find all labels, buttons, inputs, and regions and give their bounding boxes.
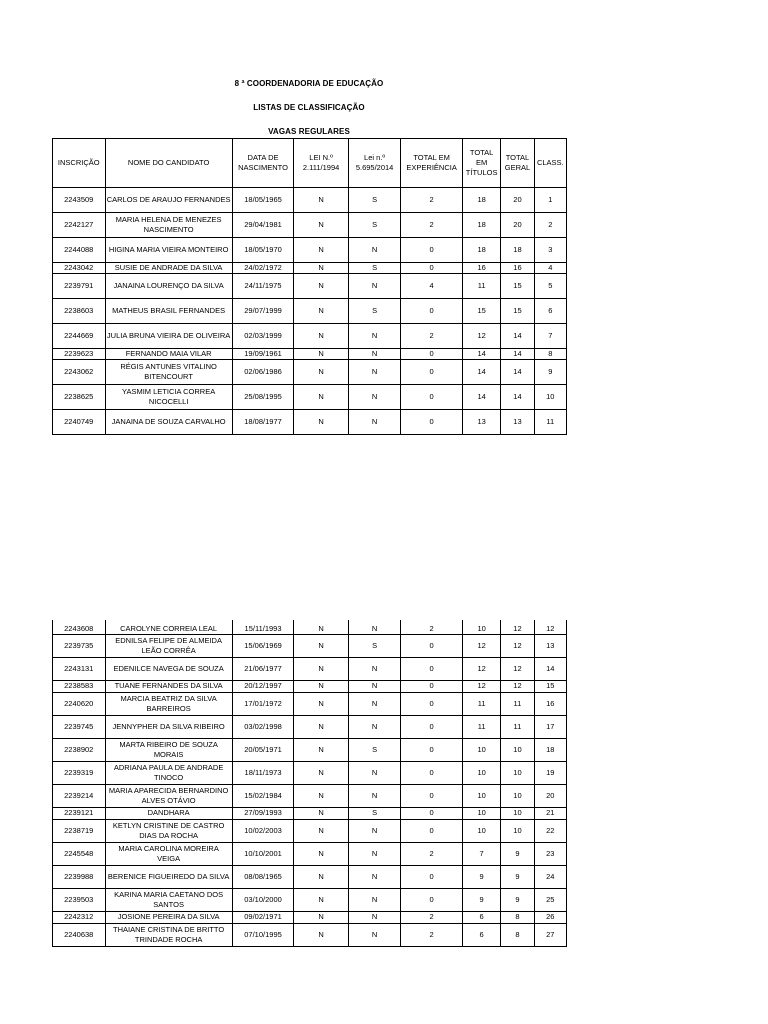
cell-total-titulos: 11: [462, 274, 500, 299]
cell-class: 16: [534, 692, 566, 715]
table-row: [53, 761, 567, 784]
cell-nome: MARCIA BEATRIZ DA SILVA BARREIROS: [105, 692, 232, 715]
cell-lei-2014: N: [348, 692, 401, 715]
cell-inscricao: 2239735: [53, 634, 106, 657]
cell-inscricao: 2239745: [53, 715, 106, 738]
cell-nome: HIGINA MARIA VIEIRA MONTEIRO: [105, 238, 232, 263]
cell-nome: JANAINA LOURENÇO DA SILVA: [105, 274, 232, 299]
cell-total-titulos: 10: [462, 784, 500, 807]
cell-total-titulos: 12: [462, 657, 500, 680]
cell-lei-1994: N: [294, 385, 349, 410]
cell-data-nascimento: 15/06/1969: [232, 634, 294, 657]
cell-total-geral: 14: [501, 324, 534, 349]
cell-nome: JANAINA DE SOUZA CARVALHO: [105, 410, 232, 435]
cell-data-nascimento: 29/04/1981: [232, 213, 294, 238]
cell-nome: JENNYPHER DA SILVA RIBEIRO: [105, 715, 232, 738]
cell-inscricao: 2243062: [53, 360, 106, 385]
cell-nome: KETLYN CRISTINE DE CASTRO DIAS DA ROCHA: [105, 819, 232, 842]
cell-lei-1994: N: [294, 888, 349, 911]
cell-lei-1994: N: [294, 911, 349, 923]
cell-total-experiencia: 2: [401, 213, 463, 238]
cell-nome: YASMIM LETICIA CORREA NICOCELLI: [105, 385, 232, 410]
cell-class: 14: [534, 657, 566, 680]
cell-lei-1994: N: [294, 923, 349, 946]
table-row: [53, 360, 567, 385]
cell-class: 6: [534, 299, 566, 324]
cell-total-experiencia: 0: [401, 410, 463, 435]
cell-total-titulos: 15: [462, 299, 500, 324]
cell-total-experiencia: 0: [401, 238, 463, 263]
cell-data-nascimento: 17/01/1972: [232, 692, 294, 715]
cell-lei-2014: N: [348, 819, 401, 842]
cell-nome: TUANE FERNANDES DA SILVA: [105, 680, 232, 692]
table-row: [53, 274, 567, 299]
cell-lei-2014: S: [348, 188, 401, 213]
cell-lei-1994: N: [294, 715, 349, 738]
cell-lei-2014: N: [348, 324, 401, 349]
cell-total-geral: 15: [501, 299, 534, 324]
cell-lei-2014: N: [348, 410, 401, 435]
cell-data-nascimento: 10/10/2001: [232, 842, 294, 865]
cell-total-geral: 12: [501, 634, 534, 657]
cell-total-geral: 11: [501, 692, 534, 715]
cell-lei-1994: N: [294, 657, 349, 680]
cell-data-nascimento: 19/09/1961: [232, 349, 294, 360]
cell-data-nascimento: 27/09/1993: [232, 807, 294, 819]
cell-nome: MARIA CAROLINA MOREIRA VEIGA: [105, 842, 232, 865]
cell-class: 13: [534, 634, 566, 657]
cell-lei-2014: S: [348, 738, 401, 761]
cell-total-geral: 20: [501, 188, 534, 213]
cell-data-nascimento: 24/11/1975: [232, 274, 294, 299]
cell-data-nascimento: 07/10/1995: [232, 923, 294, 946]
cell-inscricao: 2243131: [53, 657, 106, 680]
cell-class: 19: [534, 761, 566, 784]
cell-data-nascimento: 15/02/1984: [232, 784, 294, 807]
cell-total-experiencia: 0: [401, 761, 463, 784]
cell-data-nascimento: 02/03/1999: [232, 324, 294, 349]
cell-lei-2014: N: [348, 274, 401, 299]
cell-lei-2014: N: [348, 784, 401, 807]
cell-class: 18: [534, 738, 566, 761]
cell-total-experiencia: 2: [401, 923, 463, 946]
coordenadoria-title: 8 ª COORDENADORIA DE EDUCAÇÃO: [234, 79, 384, 88]
cell-total-geral: 12: [501, 620, 534, 634]
cell-class: 26: [534, 911, 566, 923]
table-row: [53, 213, 567, 238]
list-title: LISTAS DE CLASSIFICAÇÃO: [253, 103, 365, 112]
cell-lei-2014: N: [348, 238, 401, 263]
cell-total-titulos: 18: [462, 188, 500, 213]
cell-total-titulos: 10: [462, 620, 500, 634]
cell-data-nascimento: 18/08/1977: [232, 410, 294, 435]
cell-inscricao: 2243042: [53, 263, 106, 274]
cell-nome: MARIA APARECIDA BERNARDINO ALVES OTÁVIO: [105, 784, 232, 807]
cell-class: 21: [534, 807, 566, 819]
cell-lei-2014: N: [348, 923, 401, 946]
cell-total-geral: 10: [501, 807, 534, 819]
table-row: [53, 410, 567, 435]
cell-class: 9: [534, 360, 566, 385]
cell-lei-2014: N: [348, 911, 401, 923]
cell-class: 15: [534, 680, 566, 692]
cell-lei-1994: N: [294, 349, 349, 360]
cell-class: 1: [534, 188, 566, 213]
cell-lei-2014: N: [348, 360, 401, 385]
cell-lei-1994: N: [294, 761, 349, 784]
cell-lei-2014: S: [348, 213, 401, 238]
cell-total-titulos: 14: [462, 349, 500, 360]
table-row: [53, 620, 567, 634]
table-row: [53, 238, 567, 263]
cell-class: 7: [534, 324, 566, 349]
cell-inscricao: 2240749: [53, 410, 106, 435]
cell-total-experiencia: 2: [401, 911, 463, 923]
cell-data-nascimento: 18/05/1970: [232, 238, 294, 263]
cell-inscricao: 2245548: [53, 842, 106, 865]
cell-lei-2014: S: [348, 807, 401, 819]
cell-total-titulos: 10: [462, 807, 500, 819]
cell-total-titulos: 10: [462, 738, 500, 761]
header-total-experiencia: TOTAL EM EXPERIÊNCIA: [401, 139, 463, 188]
cell-inscricao: 2238902: [53, 738, 106, 761]
cell-class: 25: [534, 888, 566, 911]
cell-inscricao: 2240620: [53, 692, 106, 715]
cell-total-geral: 9: [501, 888, 534, 911]
cell-lei-2014: N: [348, 888, 401, 911]
cell-class: 5: [534, 274, 566, 299]
cell-lei-1994: N: [294, 213, 349, 238]
cell-class: 10: [534, 385, 566, 410]
cell-total-titulos: 16: [462, 263, 500, 274]
cell-inscricao: 2238719: [53, 819, 106, 842]
cell-total-geral: 8: [501, 911, 534, 923]
cell-total-experiencia: 0: [401, 680, 463, 692]
cell-nome: JULIA BRUNA VIEIRA DE OLIVEIRA: [105, 324, 232, 349]
cell-inscricao: 2239214: [53, 784, 106, 807]
cell-total-titulos: 14: [462, 385, 500, 410]
cell-lei-2014: N: [348, 620, 401, 634]
cell-lei-1994: N: [294, 238, 349, 263]
cell-inscricao: 2244088: [53, 238, 106, 263]
table-row: [53, 911, 567, 923]
cell-inscricao: 2243509: [53, 188, 106, 213]
cell-data-nascimento: 03/02/1998: [232, 715, 294, 738]
vacancy-type-title: VAGAS REGULARES: [268, 127, 350, 136]
cell-data-nascimento: 10/02/2003: [232, 819, 294, 842]
cell-class: 24: [534, 865, 566, 888]
cell-inscricao: 2239319: [53, 761, 106, 784]
cell-lei-1994: N: [294, 263, 349, 274]
cell-data-nascimento: 21/06/1977: [232, 657, 294, 680]
cell-total-experiencia: 0: [401, 888, 463, 911]
header-inscricao: INSCRIÇÃO: [53, 139, 106, 188]
cell-inscricao: 2244669: [53, 324, 106, 349]
cell-total-titulos: 18: [462, 238, 500, 263]
cell-lei-1994: N: [294, 634, 349, 657]
cell-class: 22: [534, 819, 566, 842]
table-row: [53, 692, 567, 715]
cell-lei-1994: N: [294, 807, 349, 819]
cell-data-nascimento: 15/11/1993: [232, 620, 294, 634]
cell-total-geral: 11: [501, 715, 534, 738]
cell-lei-2014: N: [348, 761, 401, 784]
cell-total-experiencia: 0: [401, 738, 463, 761]
cell-lei-2014: N: [348, 842, 401, 865]
cell-lei-2014: N: [348, 385, 401, 410]
header-nome: NOME DO CANDIDATO: [105, 139, 232, 188]
cell-total-geral: 14: [501, 360, 534, 385]
cell-total-experiencia: 0: [401, 349, 463, 360]
cell-nome: MATHEUS BRASIL FERNANDES: [105, 299, 232, 324]
cell-inscricao: 2242127: [53, 213, 106, 238]
cell-nome: CARLOS DE ARAUJO FERNANDES: [105, 188, 232, 213]
cell-total-titulos: 9: [462, 888, 500, 911]
cell-inscricao: 2238603: [53, 299, 106, 324]
cell-class: 11: [534, 410, 566, 435]
cell-inscricao: 2239503: [53, 888, 106, 911]
cell-lei-2014: N: [348, 715, 401, 738]
table-row: [53, 923, 567, 946]
cell-total-experiencia: 0: [401, 657, 463, 680]
cell-class: 23: [534, 842, 566, 865]
cell-total-experiencia: 2: [401, 842, 463, 865]
cell-total-geral: 15: [501, 274, 534, 299]
cell-lei-2014: S: [348, 263, 401, 274]
cell-data-nascimento: 02/06/1986: [232, 360, 294, 385]
header-lei-1994: LEI N.º 2.111/1994: [294, 139, 349, 188]
cell-total-experiencia: 0: [401, 299, 463, 324]
cell-total-geral: 16: [501, 263, 534, 274]
cell-lei-1994: N: [294, 865, 349, 888]
cell-nome: EDNILSA FELIPE DE ALMEIDA LEÃO CORRÊA: [105, 634, 232, 657]
cell-total-titulos: 12: [462, 680, 500, 692]
cell-total-experiencia: 0: [401, 784, 463, 807]
cell-data-nascimento: 09/02/1971: [232, 911, 294, 923]
cell-nome: JOSIONE PEREIRA DA SILVA: [105, 911, 232, 923]
table-row: [53, 188, 567, 213]
cell-nome: MARTA RIBEIRO DE SOUZA MORAIS: [105, 738, 232, 761]
cell-nome: ADRIANA PAULA DE ANDRADE TINOCO: [105, 761, 232, 784]
table-row: [53, 715, 567, 738]
cell-total-titulos: 13: [462, 410, 500, 435]
cell-total-titulos: 14: [462, 360, 500, 385]
cell-nome: MARIA HELENA DE MENEZES NASCIMENTO: [105, 213, 232, 238]
cell-lei-1994: N: [294, 692, 349, 715]
cell-inscricao: 2242312: [53, 911, 106, 923]
classification-table-page-1: [52, 138, 567, 435]
cell-total-geral: 13: [501, 410, 534, 435]
header-class: CLASS.: [534, 139, 566, 188]
cell-lei-1994: N: [294, 620, 349, 634]
table-row: [53, 819, 567, 842]
header-total-titulos: TOTAL EM TÍTULOS: [462, 139, 500, 188]
cell-lei-1994: N: [294, 410, 349, 435]
table-row: [53, 385, 567, 410]
cell-nome: DANDHARA: [105, 807, 232, 819]
cell-total-experiencia: 0: [401, 715, 463, 738]
cell-inscricao: 2243608: [53, 620, 106, 634]
cell-total-geral: 8: [501, 923, 534, 946]
cell-lei-1994: N: [294, 324, 349, 349]
cell-lei-1994: N: [294, 360, 349, 385]
cell-total-titulos: 12: [462, 634, 500, 657]
cell-total-titulos: 12: [462, 324, 500, 349]
cell-class: 3: [534, 238, 566, 263]
cell-total-experiencia: 0: [401, 634, 463, 657]
header-total-geral: TOTAL GERAL: [501, 139, 534, 188]
cell-class: 12: [534, 620, 566, 634]
cell-lei-2014: N: [348, 680, 401, 692]
header-data-nascimento: DATA DE NASCIMENTO: [232, 139, 294, 188]
cell-total-titulos: 6: [462, 911, 500, 923]
classification-table-page-2: [52, 620, 567, 947]
cell-total-geral: 10: [501, 761, 534, 784]
cell-total-titulos: 10: [462, 819, 500, 842]
cell-lei-1994: N: [294, 819, 349, 842]
cell-total-titulos: 11: [462, 692, 500, 715]
cell-lei-1994: N: [294, 842, 349, 865]
cell-inscricao: 2239791: [53, 274, 106, 299]
cell-lei-2014: S: [348, 634, 401, 657]
table-row: [53, 865, 567, 888]
cell-total-geral: 9: [501, 865, 534, 888]
cell-inscricao: 2239988: [53, 865, 106, 888]
cell-total-experiencia: 0: [401, 819, 463, 842]
cell-total-geral: 20: [501, 213, 534, 238]
cell-data-nascimento: 03/10/2000: [232, 888, 294, 911]
cell-total-geral: 10: [501, 738, 534, 761]
cell-lei-2014: S: [348, 299, 401, 324]
cell-class: 8: [534, 349, 566, 360]
cell-total-titulos: 11: [462, 715, 500, 738]
cell-total-titulos: 9: [462, 865, 500, 888]
cell-data-nascimento: 25/08/1995: [232, 385, 294, 410]
table-row: [53, 784, 567, 807]
cell-total-experiencia: 0: [401, 263, 463, 274]
cell-nome: SUSIE DE ANDRADE DA SILVA: [105, 263, 232, 274]
table-row: [53, 738, 567, 761]
cell-inscricao: 2238625: [53, 385, 106, 410]
table-row: [53, 299, 567, 324]
cell-lei-1994: N: [294, 784, 349, 807]
cell-total-experiencia: 0: [401, 385, 463, 410]
cell-total-geral: 14: [501, 349, 534, 360]
cell-lei-1994: N: [294, 274, 349, 299]
cell-lei-1994: N: [294, 680, 349, 692]
table-row: [53, 842, 567, 865]
cell-data-nascimento: 24/02/1972: [232, 263, 294, 274]
cell-class: 20: [534, 784, 566, 807]
cell-total-titulos: 6: [462, 923, 500, 946]
table-row: [53, 888, 567, 911]
cell-data-nascimento: 18/11/1973: [232, 761, 294, 784]
cell-total-geral: 10: [501, 784, 534, 807]
cell-total-experiencia: 0: [401, 692, 463, 715]
cell-total-titulos: 18: [462, 213, 500, 238]
cell-total-geral: 12: [501, 657, 534, 680]
cell-total-geral: 14: [501, 385, 534, 410]
cell-data-nascimento: 18/05/1965: [232, 188, 294, 213]
cell-total-titulos: 7: [462, 842, 500, 865]
cell-lei-2014: N: [348, 865, 401, 888]
cell-lei-2014: N: [348, 349, 401, 360]
cell-total-experiencia: 2: [401, 324, 463, 349]
cell-class: 27: [534, 923, 566, 946]
table-row: [53, 807, 567, 819]
table-row: [53, 263, 567, 274]
table-row: [53, 657, 567, 680]
cell-data-nascimento: 29/07/1999: [232, 299, 294, 324]
cell-inscricao: 2238583: [53, 680, 106, 692]
cell-class: 17: [534, 715, 566, 738]
cell-nome: FERNANDO MAIA VILAR: [105, 349, 232, 360]
cell-total-geral: 18: [501, 238, 534, 263]
cell-total-experiencia: 2: [401, 188, 463, 213]
cell-inscricao: 2239121: [53, 807, 106, 819]
cell-nome: CAROLYNE CORREIA LEAL: [105, 620, 232, 634]
cell-lei-2014: N: [348, 657, 401, 680]
cell-total-experiencia: 0: [401, 865, 463, 888]
cell-nome: BERENICE FIGUEIREDO DA SILVA: [105, 865, 232, 888]
cell-data-nascimento: 20/12/1997: [232, 680, 294, 692]
cell-nome: RÉGIS ANTUNES VITALINO BITENCOURT: [105, 360, 232, 385]
header-lei-2014: Lei n.º 5.695/2014: [348, 139, 401, 188]
cell-lei-1994: N: [294, 188, 349, 213]
table-row: [53, 349, 567, 360]
cell-inscricao: 2239623: [53, 349, 106, 360]
cell-nome: EDENILCE NAVEGA DE SOUZA: [105, 657, 232, 680]
table-header-row: [53, 139, 567, 188]
cell-total-geral: 10: [501, 819, 534, 842]
cell-nome: THAIANE CRISTINA DE BRITTO TRINDADE ROCHA: [105, 923, 232, 946]
cell-total-titulos: 10: [462, 761, 500, 784]
cell-total-geral: 12: [501, 680, 534, 692]
cell-total-experiencia: 2: [401, 620, 463, 634]
cell-class: 2: [534, 213, 566, 238]
cell-lei-1994: N: [294, 738, 349, 761]
cell-class: 4: [534, 263, 566, 274]
cell-total-experiencia: 0: [401, 360, 463, 385]
table-row: [53, 324, 567, 349]
cell-inscricao: 2240638: [53, 923, 106, 946]
cell-nome: KARINA MARIA CAETANO DOS SANTOS: [105, 888, 232, 911]
cell-data-nascimento: 08/08/1965: [232, 865, 294, 888]
cell-total-experiencia: 4: [401, 274, 463, 299]
cell-total-geral: 9: [501, 842, 534, 865]
table-row: [53, 680, 567, 692]
table-row: [53, 634, 567, 657]
cell-data-nascimento: 20/05/1971: [232, 738, 294, 761]
cell-total-experiencia: 0: [401, 807, 463, 819]
cell-lei-1994: N: [294, 299, 349, 324]
